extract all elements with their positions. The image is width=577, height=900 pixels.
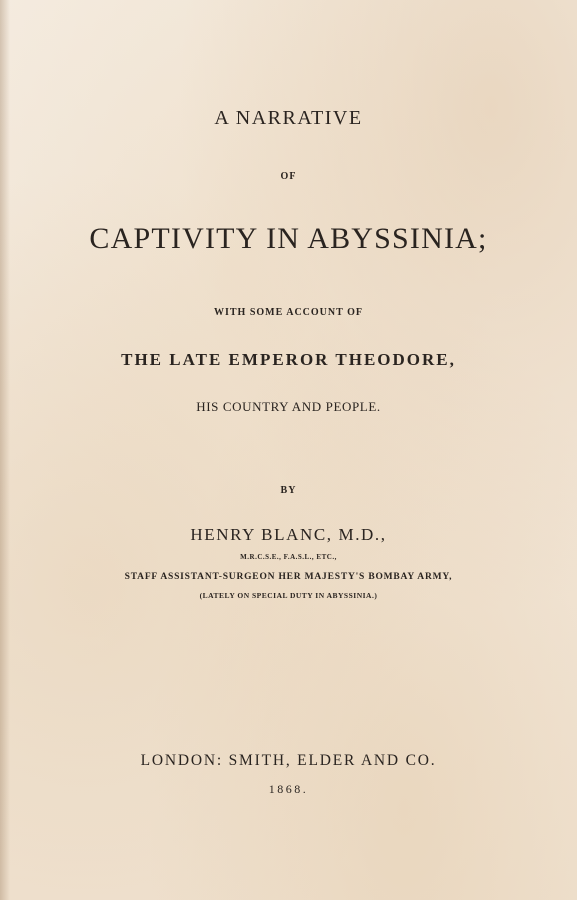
author-position-note: (LATELY ON SPECIAL DUTY IN ABYSSINIA.) (199, 591, 378, 600)
main-title: CAPTIVITY IN ABYSSINIA; (89, 222, 488, 255)
subtitle-intro: WITH SOME ACCOUNT OF (214, 307, 363, 318)
author-credentials: M.R.C.S.E., F.A.S.L., ETC., (240, 553, 337, 561)
publication-year: 1868. (268, 782, 309, 796)
author-name: HENRY BLANC, M.D., (190, 525, 387, 544)
title-line-narrative: A NARRATIVE (214, 107, 363, 129)
title-line-of: OF (280, 171, 297, 182)
subtitle-end: HIS COUNTRY AND PEOPLE. (196, 399, 381, 414)
author-position: STAFF ASSISTANT-SURGEON HER MAJESTY'S BOMBAY ARMY, (124, 572, 453, 582)
by-line: BY (280, 485, 297, 496)
publisher-imprint: LONDON: SMITH, ELDER AND CO. (140, 752, 437, 769)
subtitle-main: THE LATE EMPEROR THEODORE, (121, 350, 456, 369)
